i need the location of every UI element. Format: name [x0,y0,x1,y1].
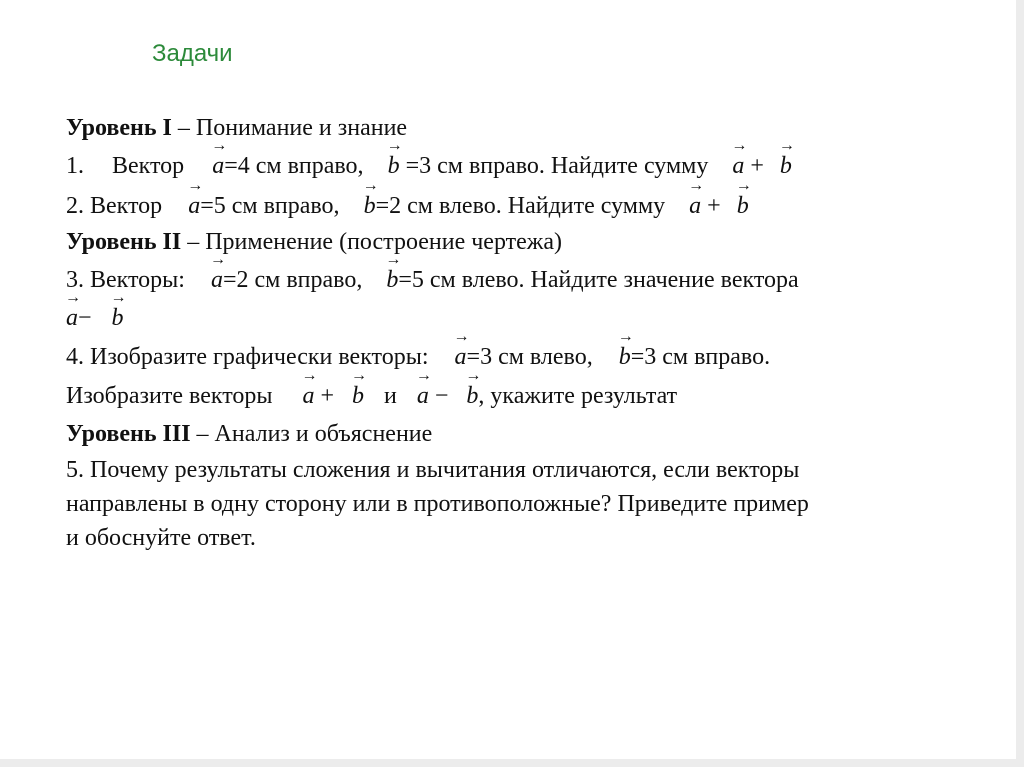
vector-a: → a [455,345,467,369]
vector-b: → b [780,154,792,178]
vector-b: → b [737,194,749,218]
vector-b: → b [619,345,631,369]
task-5-line-2: направлены в одну сторону или в противоположные? Приведите пример [66,491,809,517]
task-4: 4. Изобразите графически векторы: → a=3 см влево, → b=3 см вправо. [66,345,770,369]
slide-title: Задачи [152,40,233,67]
vector-b: → b [352,384,364,408]
task-4-line-2: Изобразите векторы → a + → b и → a − → b, укажите результат [66,384,677,408]
vector-a: → a [417,384,429,408]
vector-b: → b [388,154,400,178]
task-3: 3. Векторы: → a=2 см вправо, → b=5 см влево. Найдите значение вектора [66,268,799,292]
vector-a: → a [302,384,314,408]
vector-a: → a [66,306,78,330]
vector-b: → b [466,384,478,408]
level-3-heading: Уровень III – Анализ и объяснение [66,421,433,447]
level-1-heading: Уровень I – Понимание и знание [66,115,408,141]
vector-a: → a [732,154,744,178]
vector-a: → a [689,194,701,218]
task-1: 1. Вектор → a=4 см вправо, → b =3 см вправо. Найдите сумму → a + → b [66,154,792,178]
vector-b: → b [364,194,376,218]
vector-b: → b [112,306,124,330]
vector-a: → a [211,268,223,292]
task-2: 2. Вектор → a=5 см вправо, → b=2 см влево. Найдите сумму → a + → b [66,194,749,218]
vector-b: → b [386,268,398,292]
task-5-line-1: 5. Почему результаты сложения и вычитания отличаются, если векторы [66,457,800,483]
task-5-line-3: и обоснуйте ответ. [66,525,256,551]
task-3-expression: → a− → b [66,306,124,330]
vector-a: → a [212,154,224,178]
level-2-heading: Уровень II – Применение (построение чертежа) [66,229,562,255]
vector-a: → a [188,194,200,218]
